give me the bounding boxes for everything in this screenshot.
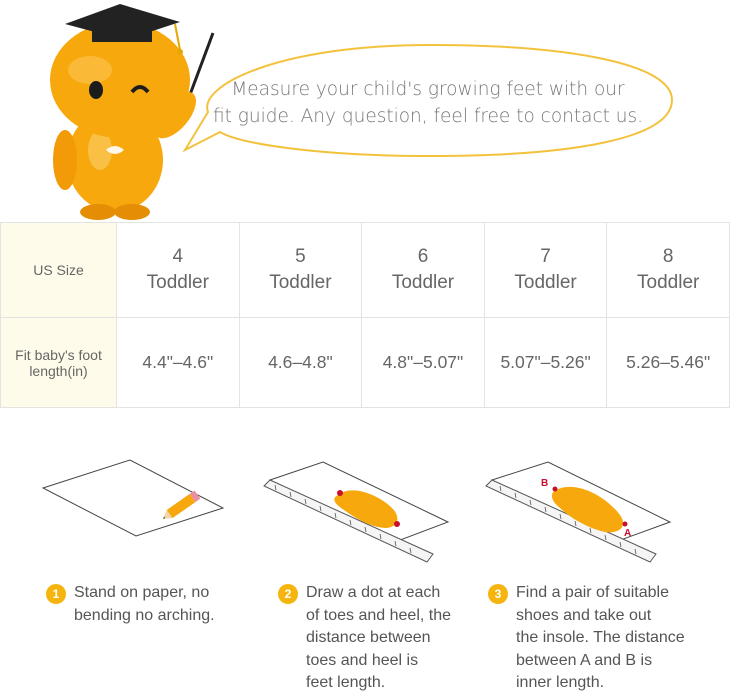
step-text: Find a pair of suitable shoes and take out the insole. The distance between A and B is inner length. [516,584,685,691]
paper-pencil-illustration [43,460,223,536]
ruler-foot-illustration [264,462,448,562]
intro-line-2: fit guide. Any question, feel free to contact us. [213,106,643,127]
step-text: Stand on paper, no bending no arching. [74,584,215,624]
size-type: Toddler [391,272,455,293]
size-cell [239,223,362,318]
length-cell: 4.8"–5.07" [362,318,485,408]
intro-line-1: Measure your child's growing feet with our [231,79,625,100]
size-cell [607,223,730,318]
insole-illustration [486,462,670,562]
size-number: 5 [295,246,306,267]
length-cell: 4.6–4.8" [239,318,362,408]
size-chart-table [0,222,730,408]
us-size-header: US Size [1,223,117,318]
size-type: Toddler [637,272,700,293]
size-type: Toddler [146,272,209,293]
length-cell: 4.4"–4.6" [117,318,240,408]
size-type: Toddler [269,272,332,293]
step-number-badge: 2 [278,584,298,604]
point-b-label: B [541,478,549,489]
intro-text [198,76,658,130]
size-type: Toddler [514,272,577,293]
pencil-icon [160,490,200,522]
step-number-badge: 1 [46,584,66,604]
length-cell: 5.26–5.46" [607,318,730,408]
size-number: 7 [540,246,551,267]
foot-length-header: Fit baby's foot length(in) [1,318,117,408]
length-row [1,318,730,408]
length-cell: 5.07"–5.26" [484,318,607,408]
size-number: 4 [172,246,184,267]
measuring-steps-illustration [0,440,730,580]
point-a-label: A [624,528,632,539]
size-row [1,223,730,318]
size-number: 8 [662,246,674,267]
size-cell [484,223,607,318]
heel-dot [394,521,400,527]
toe-dot [337,490,343,496]
size-cell [117,223,240,318]
step-number-badge: 3 [488,584,508,604]
step-text: Draw a dot at each of toes and heel, the distance between toes and heel is feet length. [306,584,451,691]
size-number: 6 [417,246,429,267]
size-cell [362,223,485,318]
